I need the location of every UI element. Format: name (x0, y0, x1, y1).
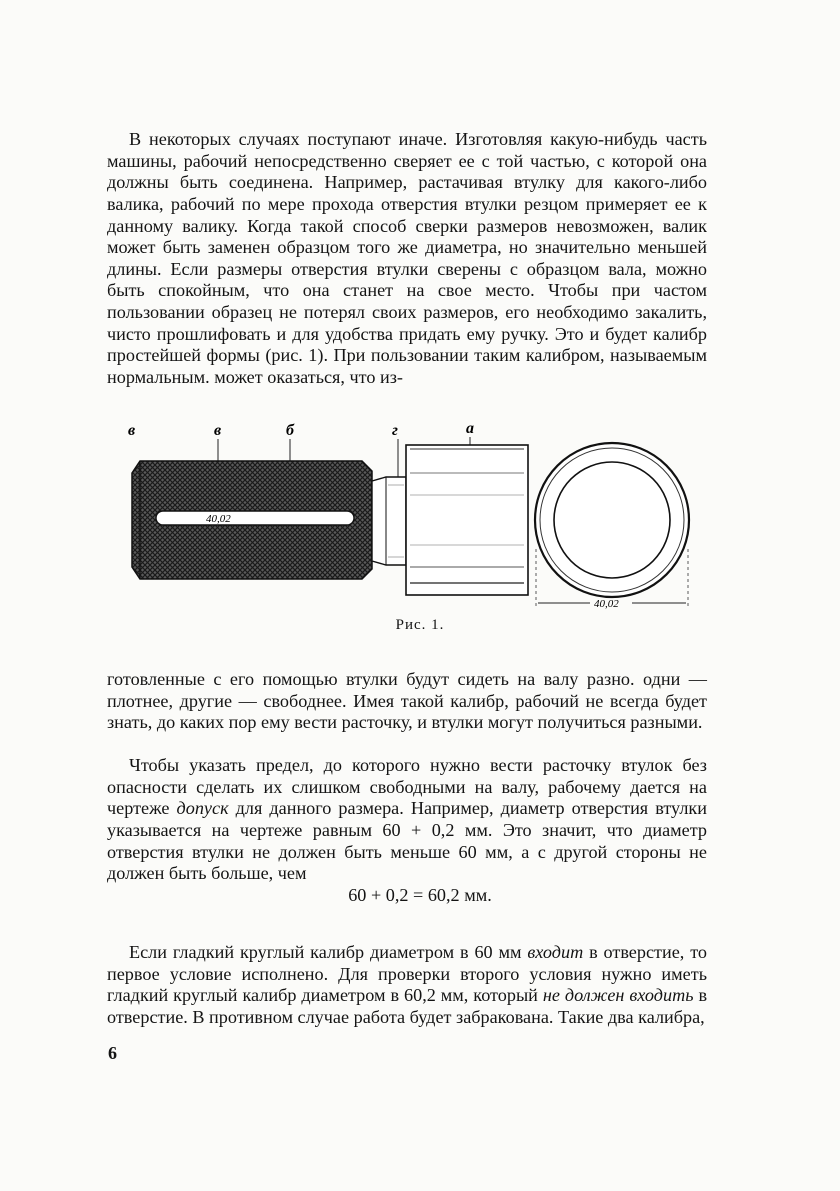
paragraph-4 (107, 942, 707, 1028)
handle-dimension: 40,02 (206, 513, 231, 525)
paragraph-3-text-a: Чтобы указать предел, до которого нужно вести расточку втулок без опасности сделать их слишком свободными на валу, рабочему дается на чертеже (107, 755, 707, 819)
page-number: 6 (108, 1043, 117, 1063)
paragraph-1 (107, 129, 707, 388)
figure-caption: Рис. 1. (395, 617, 445, 633)
calibre-neck (372, 477, 406, 565)
diameter-dimension: 40,02 (594, 598, 619, 610)
label-a: а (466, 420, 474, 437)
paragraph-1-text: В некоторых случаях поступают иначе. Изготовляя какую-нибудь часть машины, рабочий непосредственно сверяет ее с той частью, с которой она должны быть соединена. Например, растачивая втулку для какого-либо валика, рабочий по мере прохода отверстия втулки резцом примеряет ее к данному валику. Когда такой способ сверки размеров невозможен, валик может быть заменен образцом того же диаметра, но значительно меньшей длины. Если размеры отверстия втулки сверены с образцом вала, можно быть спокойным, что она станет на свое место. Чтобы при частом пользовании образец не потерял своих размеров, его необходимо закалить, чисто прошлифовать и для удобства придать ему ручку. Это и будет калибр простейшей формы (рис. 1). При пользовании таким калибром, называемым нормальным. может оказаться, что из- (107, 129, 707, 387)
figure-1 (110, 415, 710, 615)
formula: 60 + 0,2 = 60,2 мм. (348, 885, 492, 905)
term-dopusk: допуск (176, 798, 229, 819)
gauge-body (406, 445, 528, 595)
figure-1-drawing (110, 415, 710, 615)
paragraph-4-text-b: в отверстие, то первое условие исполнено. Для проверки второго условия нужно иметь гладкий круглый калибр диаметром в 60,2 мм, который (107, 942, 708, 1006)
paragraph-4-text-a: Если гладкий круглый калибр диаметром в 60 мм (129, 942, 522, 963)
label-b: б (286, 422, 294, 439)
paragraph-2: готовленные с его помощью втулки будут сидеть на валу разно. одни — плотнее, другие — свободнее. Имея такой калибр, рабочий не всегда будет знать, до каких пор ему вести расточку, и втулки могут получиться разными. (107, 669, 707, 733)
handle-slot (156, 511, 354, 525)
label-g: г (392, 422, 398, 439)
paragraph-3-text-b: для данного размера. Например, диаметр отверстия втулки указывается на чертеже равным 60 + 0,2 мм. Это значит, что диаметр отверстия втулки не должен быть меньше 60 мм, а с другой стороны не должен быть больше, чем (107, 798, 707, 884)
label-v-left: в (128, 422, 136, 439)
end-view-outer-ring (535, 443, 689, 597)
paragraph-4-text-c: в отверстие. В противном случае работа будет забракована. Такие два калибра, (107, 985, 708, 1027)
label-v-mid: в (214, 422, 222, 439)
term-vkhodit: входит (527, 942, 584, 963)
paragraph-3 (107, 755, 707, 885)
term-ne-dolzhen-vkhodit: не должен входить (542, 985, 694, 1006)
